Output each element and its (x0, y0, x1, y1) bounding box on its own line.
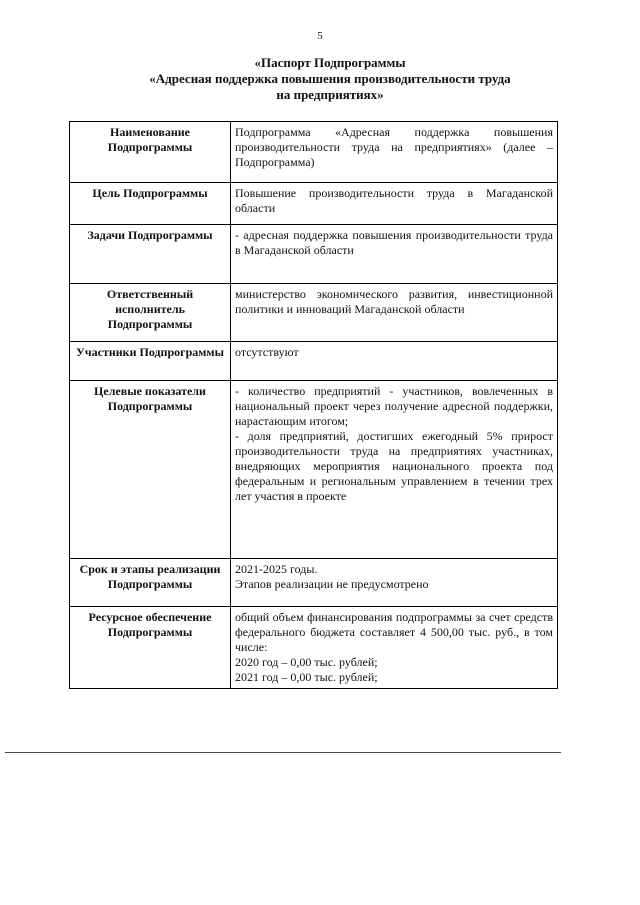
row-value: министерство экономического развития, инвестиционной политики и инноваций Магаданской области (231, 284, 558, 342)
title-line-1: «Паспорт Подпрограммы (254, 55, 406, 70)
row-label: Цель Подпрограммы (70, 183, 231, 225)
row-value: отсутствуют (231, 342, 558, 381)
row-value: общий объем финансирования подпрограммы за счет средств федерального бюджета составляет 4 500,00 тыс. руб., в том числе: 2020 год – 0,00 тыс. рублей; 2021 год – 0,00 тыс. рублей; (231, 607, 558, 689)
table-row (70, 225, 558, 284)
title-line-2: «Адресная поддержка повышения производительности труда (149, 71, 511, 86)
table-row (70, 342, 558, 381)
row-label: Участники Подпрограммы (70, 342, 231, 381)
row-label: Задачи Подпрограммы (70, 225, 231, 284)
bottom-divider (5, 752, 561, 753)
page-number: 5 (317, 30, 323, 42)
row-label: Срок и этапы реализации Подпрограммы (70, 559, 231, 607)
document-title (60, 55, 600, 103)
row-label: Ответственный исполнитель Подпрограммы (70, 284, 231, 342)
row-label: Целевые показатели Подпрограммы (70, 381, 231, 559)
row-value: - количество предприятий - участников, вовлеченных в национальный проект через получение адресной поддержки, нарастающим итогом; - доля предприятий, достигших ежегодный 5% прирост производительности труда на предприятиях участниках, внедряющих мероприятия национального проекта под федеральным и региональным управлением в течении трех лет участия в проекте (231, 381, 558, 559)
table-row (70, 122, 558, 183)
row-value: Подпрограмма «Адресная поддержка повышения производительности труда на предприятиях» (далее – Подпрограмма) (231, 122, 558, 183)
passport-table (69, 121, 558, 689)
table-row (70, 607, 558, 689)
row-value: 2021-2025 годы. Этапов реализации не предусмотрено (231, 559, 558, 607)
row-label: Ресурсное обеспечение Подпрограммы (70, 607, 231, 689)
row-value: - адресная поддержка повышения производительности труда в Магаданской области (231, 225, 558, 284)
table-row (70, 284, 558, 342)
table-row (70, 183, 558, 225)
row-label: Наименование Подпрограммы (70, 122, 231, 183)
table-row (70, 559, 558, 607)
row-value: Повышение производительности труда в Магаданской области (231, 183, 558, 225)
table-row (70, 381, 558, 559)
title-line-3: на предприятиях» (276, 87, 384, 102)
